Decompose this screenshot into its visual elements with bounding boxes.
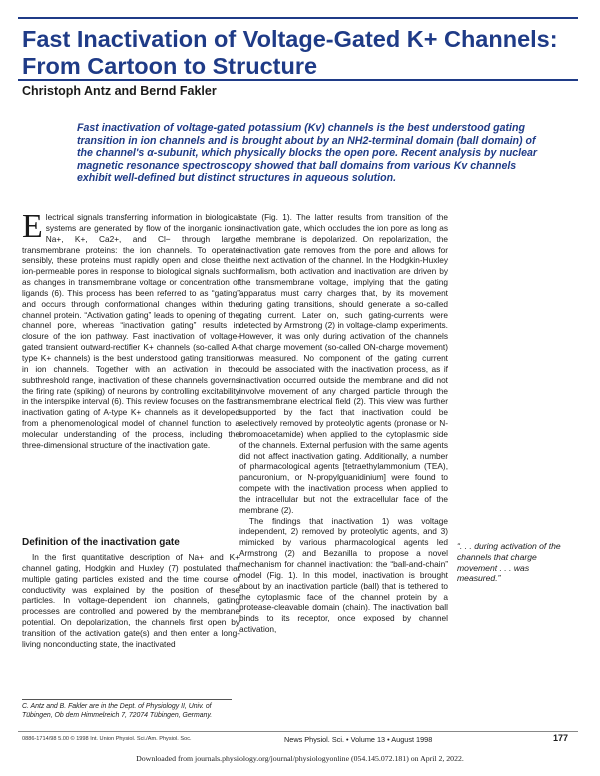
journal-citation: News Physiol. Sci. • Volume 13 • August 1998 — [284, 735, 433, 744]
author-affiliation-footnote: C. Antz and B. Fakler are in the Dept. of Physiology II, Univ. of Tübingen, Ob dem Himmelreich 7, 72074 Tübingen, Germany. — [22, 703, 213, 719]
section-paragraph: In the first quantitative description of Na+ and K+ channel gating, Hodgkin and Huxley (7) postulated that multiple gating particles existed and the time course of conductivity was explained by the position of these particles. In voltage-dependent ion channels, gating processes are controlled and powered by the membrane potential. On depolarization, the channels first open by transition of the activation gate(s) and then enter a long-living nonconducting state, the inactivated — [22, 552, 240, 649]
column-1-section — [22, 552, 240, 650]
page-number: 177 — [553, 733, 569, 743]
authors: Christoph Antz and Bernd Fakler — [22, 84, 217, 98]
footnote-rule — [22, 699, 232, 700]
column-2-paragraph-1: state (Fig. 1). The latter results from transition of the inactivation gate, which occludes the ion pore as long as the membrane is depolarized. On repolarization, the inactivation gate removes from the pore and allows for the next activation of the channel. In the Hodgkin-Huxley formalism, both activation and inactivation are driven by the transmembrane voltage, implying that the gating apparatus must carry charges that, by its movement during gating transitions, should generate a so-called gating current. Later on, such gating-currents were detected by Armstrong (2) in voltage-clamp experiments. However, it was only during activation of the channels that charge movement (so-called ON-charge movement) was measured. No component of the gating current could be associated with the inactivation process, as if inactivation occurred outside the membrane and did not involve movement of any charged particle through the transmembrane electrical field (2). This view was further supported by the fact that inactivation could be selectively removed by proteolytic agents (pronase or N-bromoacetamide) when applied to the cytoplasmic side of the channels. External perfusion with the same agents did not affect inactivation gating. Additionally, a number of pharmacological agents [tetraethylammonium (TEA), pancuronium, or N-propylguanidinium] were found to compete with the inactivation process when applied to the intracellular but not the extracellular face of the membrane (2). — [239, 212, 448, 515]
intro-paragraph: lectrical signals transferring information in biological systems are generated by flow of the inorganic ions Na+, K+, Ca2+, and Cl− through large transmembrane proteins: the ion channels. To operate sensibly, these proteins must rapidly open and close their ion-permeable pores in response to biological signals such as changes in transmembrane voltage or concentration of ligands (6). This process has been referred to as “gating” and occurs through conformational changes within the channel protein. “Activation gating” leads to opening of the channel pore, whereas “inactivation gating” results in closure of the ion pathway. Fast inactivation of voltage-gated transient outward-rectifier K+ channels (so-called A-type K+ channels) is the best understood gating transition in ion channels. Together with an activation in the subthreshold range, inactivation of these channels governs the firing rate (spiking) of neurons by controlling excitability in the interspike interval (6). This review focuses on the fast inactivation gating of A-type K+ channels as it developed from a phenomenological model of channel function to a molecular understanding of the process, including the three-dimensional structure of the inactivation gate. — [22, 212, 240, 450]
title-rule — [18, 79, 578, 81]
issn-line: 0886-1714/98 5.00 © 1998 Int. Union Physiol. Sci./Am. Physiol. Soc. — [22, 736, 192, 742]
drop-cap: E — [22, 208, 43, 245]
column-2-paragraph-2: The findings that inactivation 1) was voltage independent, 2) removed by proteolytic agents, and 3) mimicked by various pharmacological agents led Armstrong (2) and Bezanilla to propose a novel mechanism for channel inactivation: the “ball-and-chain” model (Fig. 1). In this model, inactivation is brought about by an inactivation particle (ball) that is tethered to the cytoplasmic face of the channel protein by a protease-cleavable domain (chain). The inactivation ball binds to its receptor, once exposed by channel activation, — [239, 515, 448, 635]
section-heading: Definition of the inactivation gate — [22, 537, 180, 548]
footer-rule — [18, 731, 578, 732]
article-title: Fast Inactivation of Voltage-Gated K+ Channels: From Cartoon to Structure — [22, 26, 558, 79]
abstract: Fast inactivation of voltage-gated potassium (Kv) channels is the best understood gating transition in ion channels and is brought about by an NH2-terminal domain (ball domain) of the channel's α-subunit, which physically blocks the open pore. Recent analysis by nuclear magnetic resonance spectroscopy showed that ball domains from various Kv channels exhibit well-defined but distinct structures in aqueous solution. — [77, 122, 538, 185]
column-2 — [239, 212, 448, 635]
column-1-intro — [22, 208, 240, 451]
download-note: Downloaded from journals.physiology.org/journal/physiologyonline (054.145.072.181) on April 2, 2022. — [136, 754, 464, 763]
top-rule — [18, 17, 578, 19]
pull-quote: “. . . during activation of the channels that charge movement . . . was measured.” — [457, 541, 561, 584]
